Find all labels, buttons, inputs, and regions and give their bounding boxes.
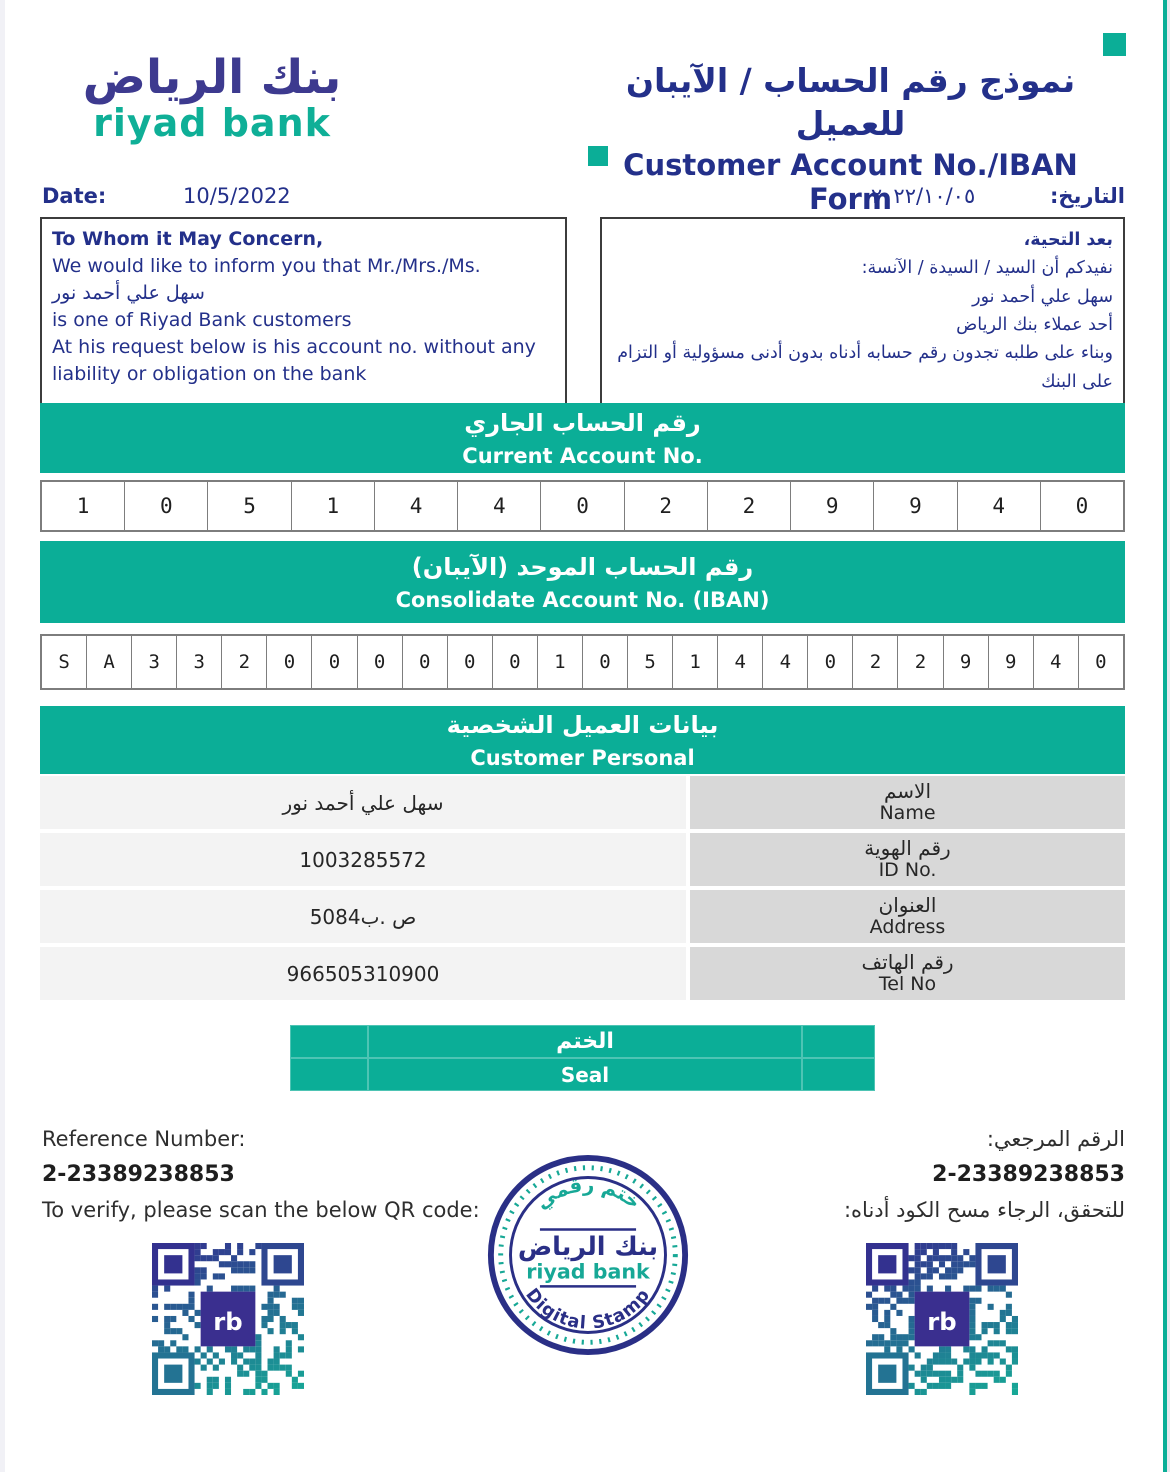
seal-banner	[290, 1025, 875, 1091]
table-row-value: ص .ب5084	[40, 890, 686, 943]
iban-digit-cell: 0	[402, 636, 447, 688]
iban-title-arabic: رقم الحساب الموحد (الآيبان)	[411, 553, 754, 581]
iban-digit-cell: 9	[988, 636, 1033, 688]
iban-digit-cell: 3	[176, 636, 221, 688]
iban-digit-cell: 0	[266, 636, 311, 688]
iban-digit-cell: 0	[311, 636, 356, 688]
letter-line2-arabic: أحد عملاء بنك الرياض	[956, 315, 1113, 336]
table-row-label-arabic: رقم الهوية	[864, 836, 951, 861]
date-label-arabic: التاريخ:	[1049, 184, 1125, 208]
iban-digit-cell: 0	[357, 636, 402, 688]
qr-code-right	[866, 1243, 1018, 1395]
iban-digit-cell: 2	[897, 636, 942, 688]
table-row-label	[690, 947, 1125, 1000]
table-row-value: سهل علي أحمد نور	[40, 776, 686, 829]
current-account-title-arabic: رقم الحساب الجاري	[464, 409, 701, 437]
form-title-arabic: نموذج رقم الحساب / الآيبان للعميل	[625, 61, 1076, 143]
letter-body-arabic	[600, 217, 1125, 407]
letter-line3-english: At his request below is his account no. without any liability or obligation on the bank	[52, 335, 536, 385]
account-digit-cell: 9	[873, 482, 956, 530]
table-row-value: 1003285572	[40, 833, 686, 886]
table-row-label-english: Address	[869, 916, 946, 939]
table-row-label-english: Name	[879, 802, 936, 825]
iban-digit-cell: 4	[1033, 636, 1078, 688]
customer-personal-banner	[40, 706, 1125, 774]
verify-instruction-english: To verify, please scan the below QR code:	[42, 1198, 480, 1222]
iban-digit-cell: 0	[807, 636, 852, 688]
table-row-label-arabic: رقم الهاتف	[861, 950, 954, 975]
letter-line1-arabic: نفيدكم أن السيد / السيدة / الآنسة:	[861, 258, 1113, 279]
stamp-bank-english: riyad bank	[526, 1259, 650, 1284]
account-digit-cell: 0	[540, 482, 623, 530]
iban-digit-cell: 5	[627, 636, 672, 688]
table-row-label-arabic: العنوان	[878, 893, 937, 918]
table-row	[40, 947, 1125, 1000]
customer-personal-title-english: Customer Personal	[470, 746, 695, 770]
letter-line3-arabic: وبناء على طلبه تجدون رقم حسابه أدناه بدون أدنى مسؤولية أو التزام على البنك	[617, 343, 1113, 392]
account-digit-cell: 2	[707, 482, 790, 530]
account-digit-cell: 2	[624, 482, 707, 530]
svg-text:rb: rb	[213, 1306, 243, 1336]
qr-code-left	[152, 1243, 304, 1395]
customer-personal-table	[40, 776, 1125, 1004]
stamp-top-text-arabic: ختم رقمي	[531, 1173, 646, 1215]
iban-digit-cell: 3	[131, 636, 176, 688]
letter-line1-english: We would like to inform you that Mr./Mrs./Ms.	[52, 254, 481, 277]
iban-digit-cell: 1	[672, 636, 717, 688]
reference-label-arabic: الرقم المرجعي:	[986, 1127, 1125, 1151]
account-digit-cell: 0	[124, 482, 207, 530]
seal-cell	[290, 1025, 368, 1058]
current-account-title-english: Current Account No.	[462, 444, 703, 468]
digital-stamp-seal	[485, 1152, 691, 1358]
customer-personal-title-arabic: بيانات العميل الشخصية	[446, 711, 719, 739]
iban-digit-cell: 0	[447, 636, 492, 688]
seal-cell	[802, 1025, 875, 1058]
table-row-label-arabic: الاسم	[883, 779, 932, 804]
iban-digit-cell: A	[86, 636, 131, 688]
current-account-number-grid	[40, 480, 1125, 532]
account-digit-cell: 4	[957, 482, 1040, 530]
iban-digit-cell: 4	[762, 636, 807, 688]
page-left-edge	[0, 0, 5, 1472]
table-row-label-english: ID No.	[878, 859, 937, 882]
date-row-arabic	[871, 184, 1125, 208]
seal-cell	[802, 1058, 875, 1091]
seal-title-english: Seal	[368, 1058, 802, 1091]
current-account-banner	[40, 403, 1125, 473]
stamp-bank-arabic: بنك الرياض	[517, 1232, 659, 1262]
account-digit-cell: 9	[790, 482, 873, 530]
logo-english-wordmark: riyad bank	[93, 100, 331, 145]
logo-arabic-wordmark: بنك الرياض	[82, 50, 342, 105]
iban-banner	[40, 541, 1125, 623]
reference-block-arabic	[844, 1127, 1125, 1222]
account-digit-cell: 1	[291, 482, 374, 530]
iban-digit-cell: 1	[537, 636, 582, 688]
table-row	[40, 833, 1125, 886]
verify-instruction-arabic: للتحقق، الرجاء مسح الكود أدناه:	[843, 1198, 1125, 1222]
iban-digit-cell: 9	[943, 636, 988, 688]
iban-number-grid	[40, 634, 1125, 690]
account-digit-cell: 1	[76, 494, 90, 518]
iban-digit-cell: 0	[492, 636, 537, 688]
seal-title-arabic: الختم	[368, 1025, 802, 1058]
date-value-arabic: ٢٠٢٢/١٠/٠٥	[870, 184, 976, 208]
iban-digit-cell: 4	[717, 636, 762, 688]
riyad-bank-logo	[68, 52, 356, 144]
seal-cell	[290, 1058, 368, 1091]
iban-digit-cell: 0	[1078, 636, 1123, 688]
date-value-english: 10/5/2022	[182, 184, 291, 208]
form-title-english: Customer Account No./IBAN Form	[623, 147, 1078, 216]
iban-digit-cell: 2	[852, 636, 897, 688]
table-row-value: 966505310900	[40, 947, 686, 1000]
iban-digit-cell: 0	[582, 636, 627, 688]
reference-block-english	[42, 1127, 480, 1222]
iban-digit-cell: 2	[221, 636, 266, 688]
reference-label-english: Reference Number:	[42, 1127, 246, 1151]
table-row	[40, 890, 1125, 943]
table-row-label	[690, 776, 1125, 829]
customer-name-arabic: سهل علي أحمد نور	[52, 281, 205, 304]
table-row-label	[690, 890, 1125, 943]
letter-body-english	[40, 217, 567, 407]
date-row-english	[42, 184, 291, 208]
customer-name-arabic: سهل علي أحمد نور	[972, 286, 1113, 307]
account-digit-cell: 0	[1040, 482, 1123, 530]
reference-number: 2-23389238853	[932, 1162, 1125, 1187]
account-digit-cell: 4	[457, 482, 540, 530]
stamp-bottom-text-english: Digital Stamp	[521, 1284, 655, 1334]
table-row	[40, 776, 1125, 829]
letter-salutation-english: To Whom it May Concern,	[52, 228, 324, 250]
account-digit-cell: 4	[374, 482, 457, 530]
letter-line2-english: is one of Riyad Bank customers	[52, 308, 352, 331]
iban-digit-cell: S	[58, 651, 70, 673]
table-row-label-english: Tel No	[878, 973, 937, 996]
reference-number: 2-23389238853	[42, 1162, 235, 1187]
iban-title-english: Consolidate Account No. (IBAN)	[395, 588, 770, 612]
table-row-label	[690, 833, 1125, 886]
teal-square-mark-top	[1103, 33, 1126, 56]
svg-text:rb: rb	[927, 1306, 957, 1336]
letter-salutation-arabic: بعد التحية،	[1023, 230, 1113, 250]
account-digit-cell: 5	[207, 482, 290, 530]
date-label-english: Date:	[42, 184, 107, 208]
